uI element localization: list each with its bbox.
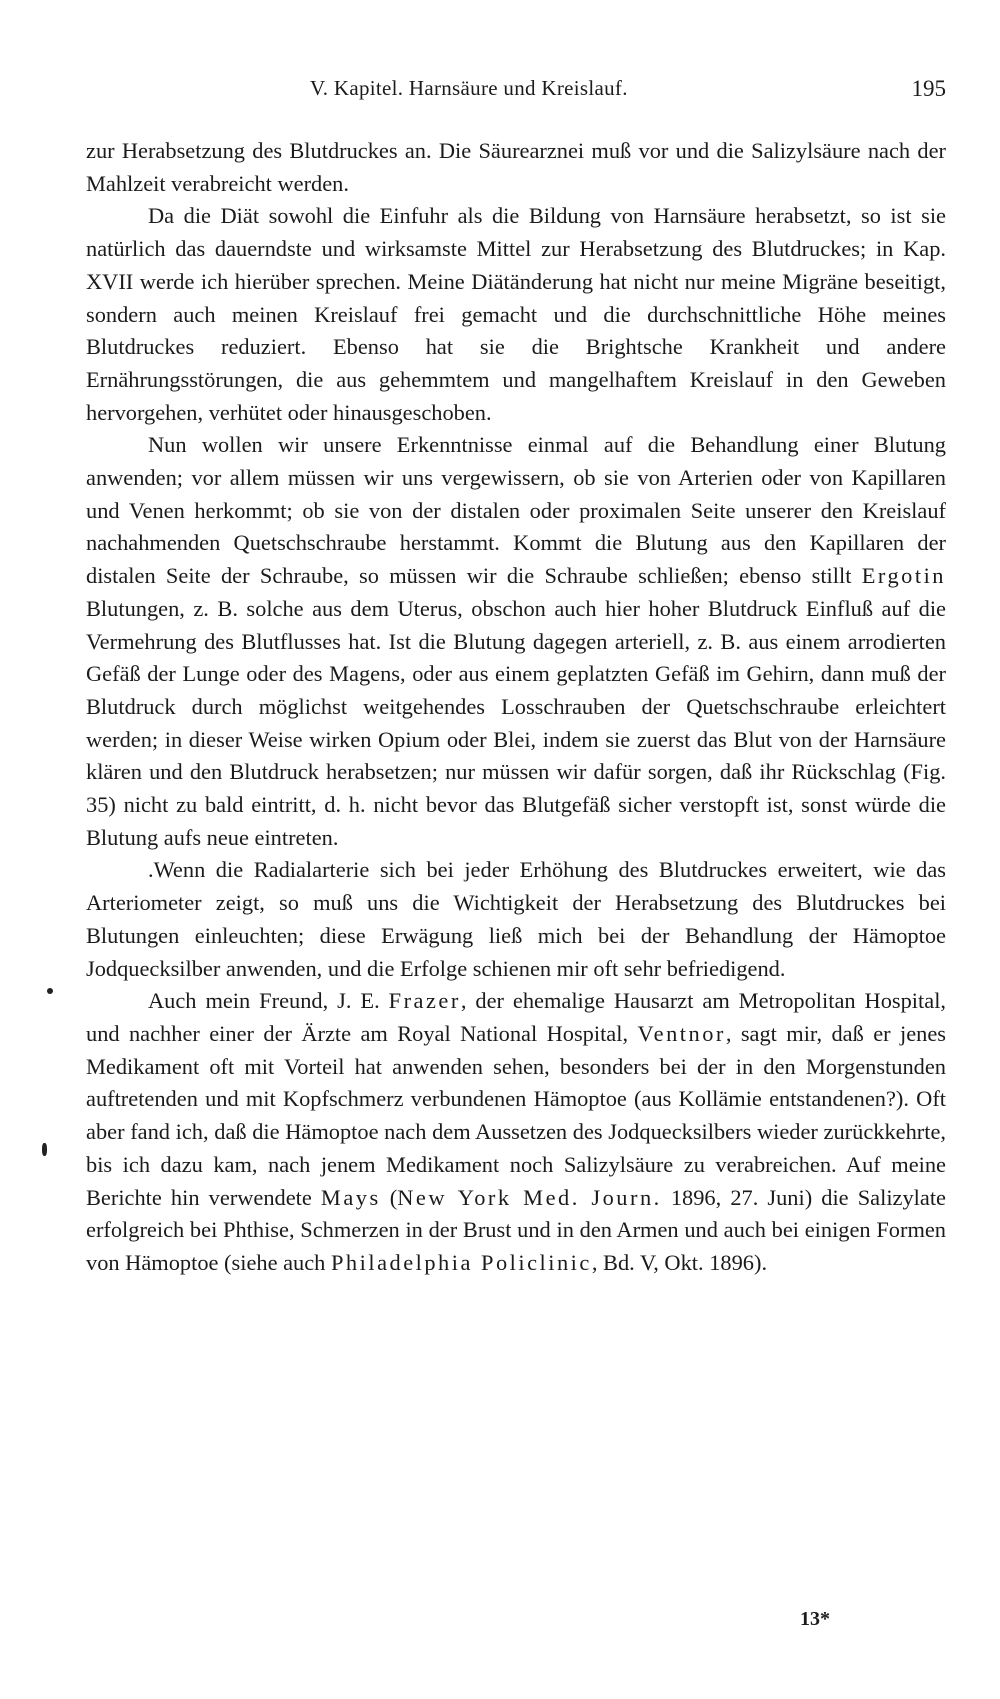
emphasized-name: Mays xyxy=(320,1184,381,1210)
text-run: Blutungen, z. B. solche aus dem Uterus, obschon auch hier hoher Blutdruck Einfluß auf die Vermehrung des Blutflusses hat. Ist die Blutung dagegen arteriell, z. B. aus einem arrodierten Gefäß der Lunge oder des Magens, oder aus einem geplatzten Gefäß im Gehirn, dann muß der Blutdruck durch möglichst weitgehendes Losschrauben der Quetschschraube erleichtert werden; in dieser Weise wirken Opium oder Blei, indem sie zuerst das Blut von der Harnsäure klären und den Blutdruck herabsetzen; nur müssen wir dafür sorgen, daß ihr Rückschlag (Fig. 35) nicht zu bald eintritt, d. h. nicht bevor das Blutgefäß sicher verstopft ist, sonst würde die Blutung aufs neue eintreten. xyxy=(86,595,946,850)
emphasized-name: Ventnor xyxy=(637,1020,726,1046)
text-run: , der ehemalige Hausarzt am Metropolitan Hospital, und nachher einer der Ärzte am Royal National Hospital, xyxy=(86,988,947,1046)
scan-speck xyxy=(47,988,53,994)
text-run: ( xyxy=(380,1184,398,1210)
emphasized-name: Philadelphia Policlinic xyxy=(330,1249,592,1275)
text-run: , sagt mir, daß er jenes Medikament oft mit Vorteil hat anwenden sehen, besonders bei der in den Morgenstunden auftretenden und mit Kopfschmerz verbundenen Hämoptoe (aus Kollämie entstandenen?). Oft aber fand ich, daß die Hämoptoe nach dem Aussetzen des Jodquecksilbers wieder zurückkehrte, bis ich dazu kam, nach jenem Medikament noch Salizylsäure zu verabreichen. Auf meine Berichte hin verwendete xyxy=(86,1020,946,1210)
paragraph xyxy=(86,135,946,200)
emphasized-name: Frazer xyxy=(388,988,461,1014)
text-run: zur Herabsetzung des Blutdruckes an. Die Säurearznei muß vor und die Salizylsäure nach der Mahlzeit verabreicht werden. xyxy=(86,138,946,196)
paragraph xyxy=(86,985,946,1279)
paragraph xyxy=(86,200,946,429)
text-run: , Bd. V, Okt. 1896). xyxy=(591,1249,768,1275)
text-run: 1896, 27. Juni) die Salizylate erfolgreich bei Phthise, Schmerzen in der Brust und in den Armen und auch bei einigen Formen von Hämoptoe (siehe auch xyxy=(86,1184,946,1275)
text-run: Da die Diät sowohl die Einfuhr als die Bildung von Harnsäure herabsetzt, so ist sie natürlich das dauerndste und wirksamste Mittel zur Herabsetzung des Blutdruckes; in Kap. XVII werde ich hierüber sprechen. Meine Diätänderung hat nicht nur meine Migräne beseitigt, sondern auch meinen Kreislauf frei gemacht und die durchschnittliche Höhe meines Blutdruckes reduziert. Ebenso hat sie die Brightsche Krankheit und andere Ernährungsstörungen, die aus gehemmtem und mangelhaftem Kreislauf in den Geweben hervorgehen, verhütet oder hinausgeschoben. xyxy=(86,203,946,425)
signature-mark: 13* xyxy=(800,1608,830,1630)
running-header xyxy=(86,76,946,116)
text-run: Auch mein Freund, J. E. xyxy=(148,988,389,1014)
paragraph xyxy=(86,429,946,854)
text-run: Nun wollen wir unsere Erkenntnisse einmal auf die Behandlung einer Blutung anwenden; vor allem müssen wir uns vergewissern, ob sie von Arterien oder von Kapillaren und Venen herkommt; ob sie von der distalen oder proximalen Seite unserer den Kreislauf nachahmenden Quetschschraube herstammt. Kommt die Blutung aus den Kapillaren der distalen Seite der Schraube, so müssen wir die Schraube schließen; ebenso stillt xyxy=(86,432,946,589)
page-number: 195 xyxy=(911,76,946,101)
chapter-title: V. Kapitel. Harnsäure und Kreislauf. xyxy=(310,76,628,100)
scan-speck xyxy=(42,1143,47,1156)
emphasized-name: New York Med. Journ. xyxy=(397,1184,662,1210)
body-text xyxy=(86,135,946,1280)
paragraph xyxy=(86,854,946,985)
emphasized-name: Ergotin xyxy=(861,563,946,589)
text-run: .Wenn die Radialarterie sich bei jeder Erhöhung des Blutdruckes erweitert, wie das Arteriometer zeigt, so muß uns die Wichtigkeit der Herabsetzung des Blutdruckes bei Blutungen einleuchten; diese Erwägung ließ mich bei der Behandlung der Hämoptoe Jodquecksilber anwenden, und die Erfolge schienen mir oft sehr befriedigend. xyxy=(86,857,946,981)
